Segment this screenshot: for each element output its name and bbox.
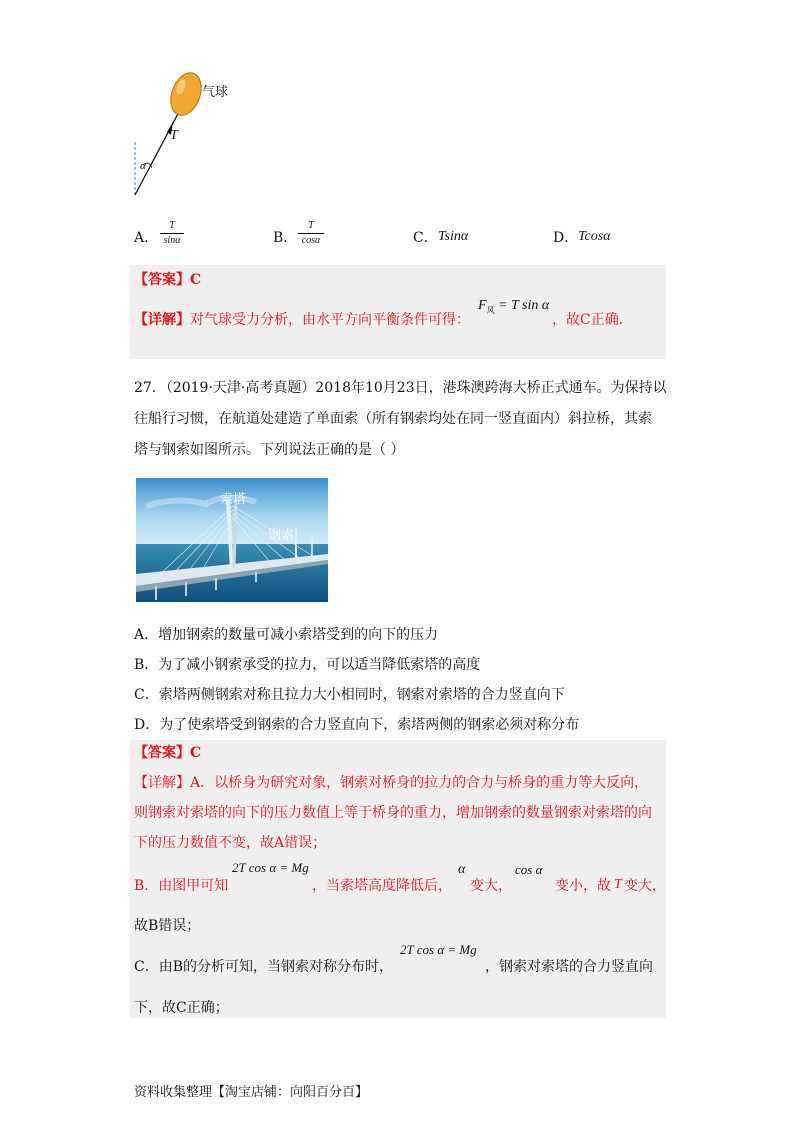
option-b-denominator: cosα [301, 235, 321, 246]
q26-detail-label: 【详解】 [134, 312, 190, 328]
q26-formula-sub: 风 [486, 305, 495, 315]
q27-formula-c: 2T cos α = Mg [400, 942, 477, 957]
bridge-label-tower: 索塔 [220, 492, 247, 507]
balloon-label: 气球 [202, 85, 229, 100]
q27-c-part2: ，钢索对索塔的合力竖直向 [485, 959, 653, 975]
option-d-text: Tcosα [578, 229, 611, 244]
q27-b-line2: 故B错误； [134, 918, 201, 934]
q27-stem-line1: 27．（2019·天津·高考真题）2018年10月23日，港珠澳跨海大桥正式通车。为保持以 [134, 380, 667, 396]
option-a-fraction [160, 220, 184, 247]
option-a-denominator: sinα [163, 235, 181, 246]
q27-b-part3: 变大， [470, 878, 512, 894]
q27-c-line2: 下，故C正确； [134, 1000, 229, 1016]
q27-option-c: C．索塔两侧钢索对称且拉力大小相同时，钢索对索塔的合力竖直向下 [134, 687, 565, 703]
option-d-letter: D． [553, 230, 579, 246]
q27-option-a: A．增加钢索的数量可减小索塔受到的向下的压力 [134, 627, 439, 643]
page-footer: 资料收集整理【淘宝店铺：向阳百分百】 [134, 1085, 369, 1100]
bridge-label-cable: 钢索 [268, 528, 295, 543]
q27-detail-line1: 【详解】A．以桥身为研究对象，钢索对桥身的拉力的合力与桥身的重力等大反向， [134, 775, 649, 791]
option-b-numerator: T [308, 220, 314, 231]
option-c-text: Tsinα [438, 229, 469, 244]
option-b-letter: B． [273, 230, 298, 246]
balloon-figure [125, 60, 265, 200]
q26-detail-end: ，故C正确． [552, 312, 633, 328]
q27-b-part4: 变小，故 [555, 878, 611, 894]
option-a-letter: A． [134, 230, 159, 246]
q27-b-T: T [614, 877, 622, 892]
q27-b-alpha: α [458, 862, 466, 877]
q27-b-part2: ，当索塔高度降低后， [312, 878, 452, 894]
q27-b-part5: 变大， [624, 878, 666, 894]
q26-detail-text: 对气球受力分析，由水平方向平衡条件可得： [190, 312, 470, 328]
q27-option-b: B．为了减小钢索承受的拉力，可以适当降低索塔的高度 [134, 657, 481, 673]
q27-b-part1: B．由图甲可知 [134, 878, 229, 894]
q27-stem-line3: 塔与钢索如图所示。下列说法正确的是（ ） [134, 442, 405, 458]
q27-b-cos: cos α [515, 862, 543, 877]
option-c-letter: C． [413, 230, 438, 246]
q27-detail-line3: 下的压力数值不变，故A错误； [134, 835, 327, 851]
q27-detail-line2: 则钢索对索塔的向下的压力数值上等于桥身的重力，增加钢索的数量钢索对索塔的向 [134, 805, 652, 821]
q26-formula-rest: = T sin α [498, 298, 550, 313]
option-b-fraction [298, 220, 324, 247]
tension-label: T [170, 128, 178, 143]
q26-formula-main: F [478, 298, 487, 313]
option-a-numerator: T [169, 220, 175, 231]
q27-stem-line2: 往船行习惯，在航道处建造了单面索（所有钢索均处在同一竖直面内）斜拉桥，其索 [134, 411, 652, 427]
q27-formula-b: 2T cos α = Mg [232, 860, 309, 875]
q27-option-d: D．为了使索塔受到钢索的合力竖直向下，索塔两侧的钢索必须对称分布 [134, 717, 580, 733]
q26-answer: 【答案】C [134, 272, 202, 288]
q26-formula [478, 298, 549, 316]
angle-label: α [140, 160, 146, 172]
q27-c-part1: C．由B的分析可知，当钢索对称分布时， [134, 959, 393, 975]
q27-answer: 【答案】C [134, 745, 202, 761]
